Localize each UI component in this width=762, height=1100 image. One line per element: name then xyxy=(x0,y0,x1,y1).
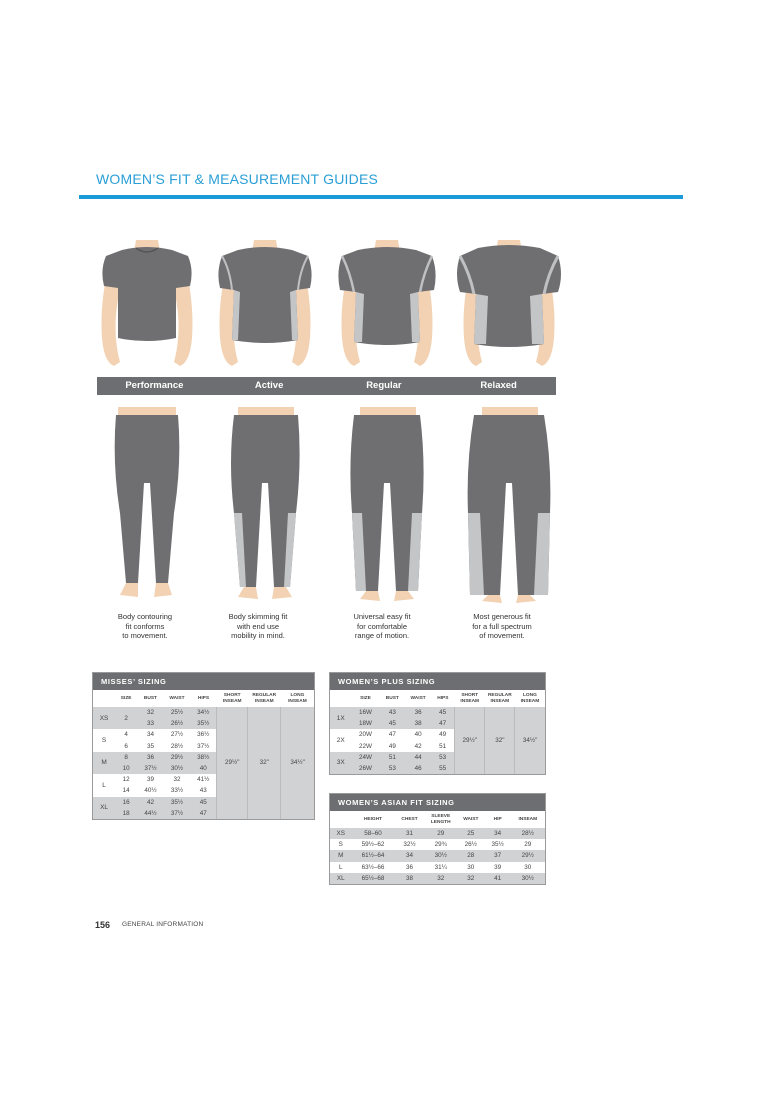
table-cell: 34½ xyxy=(190,707,217,718)
misses-sizing-title: MISSES’ SIZING xyxy=(93,673,314,690)
table-cell: 20W xyxy=(358,731,372,739)
column-header: HIP xyxy=(493,816,502,822)
table-cell: 43 xyxy=(199,787,207,795)
table-cell: 32 xyxy=(137,707,164,718)
table-cell: XS xyxy=(330,828,352,839)
table-cell: M xyxy=(93,752,115,774)
column-header: SIZE xyxy=(120,695,132,701)
table-cell: 37½ xyxy=(137,763,164,774)
table-cell: 47 xyxy=(190,808,217,819)
table-cell: 32 xyxy=(457,873,485,884)
table-cell: 29 xyxy=(524,841,532,849)
table-cell: 42 xyxy=(414,742,422,750)
table-cell: 37½ xyxy=(164,808,191,819)
fit-label-regular: Regular xyxy=(366,380,402,391)
column-header: REGULAR INSEAM xyxy=(252,693,277,704)
plus-sizing-table xyxy=(329,672,546,775)
regular-inseam-value: 32" xyxy=(248,707,281,819)
table-cell: 35½ xyxy=(190,718,217,729)
table-cell: 29½ xyxy=(511,850,545,861)
table-cell: 36½ xyxy=(197,731,210,739)
table-cell: 30 xyxy=(524,863,532,871)
table-cell: 41½ xyxy=(197,776,210,784)
table-cell: 36 xyxy=(137,752,164,763)
long-inseam-value: 34½" xyxy=(281,707,314,819)
table-cell: 65½–68 xyxy=(352,873,395,884)
table-cell: 26W xyxy=(352,763,380,774)
column-header: WAIST xyxy=(463,816,479,822)
table-cell: 36 xyxy=(406,863,414,871)
table-cell: 29 xyxy=(425,828,457,839)
table-row xyxy=(330,862,545,873)
table-cell: L xyxy=(338,863,343,871)
table-cell: 16 xyxy=(115,797,137,808)
misses-sizing-table xyxy=(92,672,315,820)
short-inseam-value: 29½" xyxy=(455,707,485,774)
table-cell: 1X xyxy=(330,707,352,729)
table-row xyxy=(330,839,545,850)
column-header: SLEEVE LENGTH xyxy=(430,814,451,825)
fit-description-performance: Body contouring fit conforms to movement. xyxy=(117,612,173,640)
table-cell: 40 xyxy=(414,731,422,739)
fit-label-relaxed: Relaxed xyxy=(480,380,517,391)
fit-description-active: Body skimming fit with end use mobility in mind. xyxy=(228,612,288,640)
pants-illustrations xyxy=(92,403,562,608)
table-cell: 63½–66 xyxy=(361,863,385,871)
column-header: LONG INSEAM xyxy=(288,693,307,704)
column-header: LONG INSEAM xyxy=(520,693,540,704)
table-cell: XS xyxy=(93,707,115,729)
table-cell: XL xyxy=(330,873,352,884)
table-cell: 58–60 xyxy=(352,828,395,839)
column-header: SHORT INSEAM xyxy=(222,693,242,704)
column-header: WAIST xyxy=(169,695,185,701)
table-cell: 44 xyxy=(405,752,431,763)
table-cell: 51 xyxy=(379,752,405,763)
table-cell: L xyxy=(102,781,106,789)
fit-description-relaxed: Most generous fit for a full spectrum of movement. xyxy=(472,612,532,640)
table-cell: 29¾ xyxy=(434,841,447,849)
table-cell: 35½ xyxy=(164,797,191,808)
table-cell: 18 xyxy=(115,808,137,819)
table-cell: 38 xyxy=(405,718,431,729)
column-header: HEIGHT xyxy=(363,816,383,822)
table-cell: 44½ xyxy=(137,808,164,819)
table-cell: 41 xyxy=(485,873,511,884)
long-inseam-value: 34½" xyxy=(515,707,545,774)
table-cell: 37 xyxy=(485,850,511,861)
table-cell: 34 xyxy=(395,850,425,861)
table-cell: 14 xyxy=(122,787,130,795)
table-cell: 32 xyxy=(173,776,181,784)
column-header: HIPS xyxy=(437,695,449,701)
table-cell: 53 xyxy=(431,752,455,763)
table-cell: 53 xyxy=(379,763,405,774)
table-cell: 31¼ xyxy=(434,863,447,871)
table-cell: 59½–62 xyxy=(361,841,385,849)
table-row xyxy=(330,873,545,884)
table-cell: 47 xyxy=(431,718,455,729)
table-row xyxy=(93,707,314,718)
table-cell: 45 xyxy=(431,707,455,718)
page-title: WOMEN’S FIT & MEASUREMENT GUIDES xyxy=(96,171,379,187)
fit-label-bar xyxy=(97,377,556,395)
table-cell: 26½ xyxy=(464,841,477,849)
table-cell: 27½ xyxy=(170,731,184,739)
table-cell: 35½ xyxy=(491,841,504,849)
table-cell: 30½ xyxy=(425,850,457,861)
table-cell: 47 xyxy=(388,731,396,739)
table-cell: 32½ xyxy=(403,841,416,849)
table-cell: 33 xyxy=(137,718,164,729)
table-cell: 31 xyxy=(395,828,425,839)
table-cell: 37½ xyxy=(197,742,210,750)
table-cell: 29½ xyxy=(164,752,191,763)
table-cell: 28½ xyxy=(511,828,545,839)
table-cell: 46 xyxy=(405,763,431,774)
table-cell: 12 xyxy=(122,776,130,784)
table-cell: 3X xyxy=(330,752,352,774)
column-header xyxy=(93,690,115,707)
table-cell: 26½ xyxy=(164,718,191,729)
table-cell: 4 xyxy=(124,731,128,739)
table-cell: M xyxy=(330,850,352,861)
table-row xyxy=(330,850,545,861)
title-divider xyxy=(79,195,683,199)
table-row xyxy=(330,828,545,839)
table-cell: 40 xyxy=(190,763,217,774)
table-cell: 16W xyxy=(352,707,380,718)
table-cell: 25½ xyxy=(164,707,191,718)
table-cell: 38 xyxy=(395,873,425,884)
table-cell: 2 xyxy=(115,707,137,729)
table-cell: 49 xyxy=(388,742,396,750)
table-cell: S xyxy=(338,841,343,849)
table-cell: 36 xyxy=(405,707,431,718)
regular-inseam-value: 32" xyxy=(485,707,515,774)
fit-label-performance: Performance xyxy=(125,380,184,391)
table-cell: 51 xyxy=(439,742,447,750)
table-cell: 30 xyxy=(467,863,475,871)
short-inseam-value: 29½" xyxy=(217,707,248,819)
table-cell: 25 xyxy=(457,828,485,839)
asian-fit-sizing-title: WOMEN’S ASIAN FIT SIZING xyxy=(330,794,545,811)
table-cell: 28 xyxy=(457,850,485,861)
asian-fit-sizing-table xyxy=(329,793,546,885)
table-cell: 28½ xyxy=(170,742,184,750)
table-cell: 39 xyxy=(146,776,154,784)
column-header: BUST xyxy=(385,695,399,701)
column-header: CHEST xyxy=(401,816,418,822)
table-cell: 40½ xyxy=(144,787,157,795)
table-cell: 8 xyxy=(115,752,137,763)
table-cell: 55 xyxy=(431,763,455,774)
fit-description-regular: Universal easy fit for comfortable range of motion. xyxy=(353,612,411,640)
footer-section-label: GENERAL INFORMATION xyxy=(122,921,204,928)
table-cell: 34 xyxy=(485,828,511,839)
table-cell: 43 xyxy=(379,707,405,718)
table-cell: 22W xyxy=(358,742,372,750)
column-header: BUST xyxy=(143,695,157,701)
table-cell: 45 xyxy=(190,797,217,808)
table-cell: 34 xyxy=(146,731,154,739)
table-cell: 30½ xyxy=(511,873,545,884)
table-cell: 2X xyxy=(336,737,345,745)
table-cell: 42 xyxy=(137,797,164,808)
column-header: SIZE xyxy=(360,695,371,701)
table-cell: 30½ xyxy=(164,763,191,774)
table-cell: 35 xyxy=(146,742,154,750)
table-cell: S xyxy=(101,737,107,745)
column-header: SHORT INSEAM xyxy=(460,693,480,704)
table-cell: 61½–64 xyxy=(352,850,395,861)
column-header: INSEAM xyxy=(518,816,538,822)
table-cell: XL xyxy=(93,797,115,819)
page-number: 156 xyxy=(95,920,111,930)
table-cell: 6 xyxy=(124,742,128,750)
table-cell: 45 xyxy=(379,718,405,729)
table-cell: 32 xyxy=(425,873,457,884)
shirt-illustrations xyxy=(92,230,562,370)
table-cell: 39 xyxy=(494,863,502,871)
table-cell: 24W xyxy=(352,752,380,763)
table-cell: 33½ xyxy=(170,787,184,795)
column-header xyxy=(330,811,352,828)
fit-label-active: Active xyxy=(254,380,284,391)
table-row xyxy=(330,707,545,718)
column-header: WAIST xyxy=(410,695,426,701)
table-cell: 18W xyxy=(352,718,380,729)
column-header: REGULAR INSEAM xyxy=(487,693,512,704)
column-header: HIPS xyxy=(197,695,210,701)
plus-sizing-title: WOMEN’S PLUS SIZING xyxy=(330,673,545,690)
table-cell: 10 xyxy=(115,763,137,774)
table-cell: 38½ xyxy=(190,752,217,763)
column-header xyxy=(330,690,352,707)
table-cell: 49 xyxy=(439,731,447,739)
